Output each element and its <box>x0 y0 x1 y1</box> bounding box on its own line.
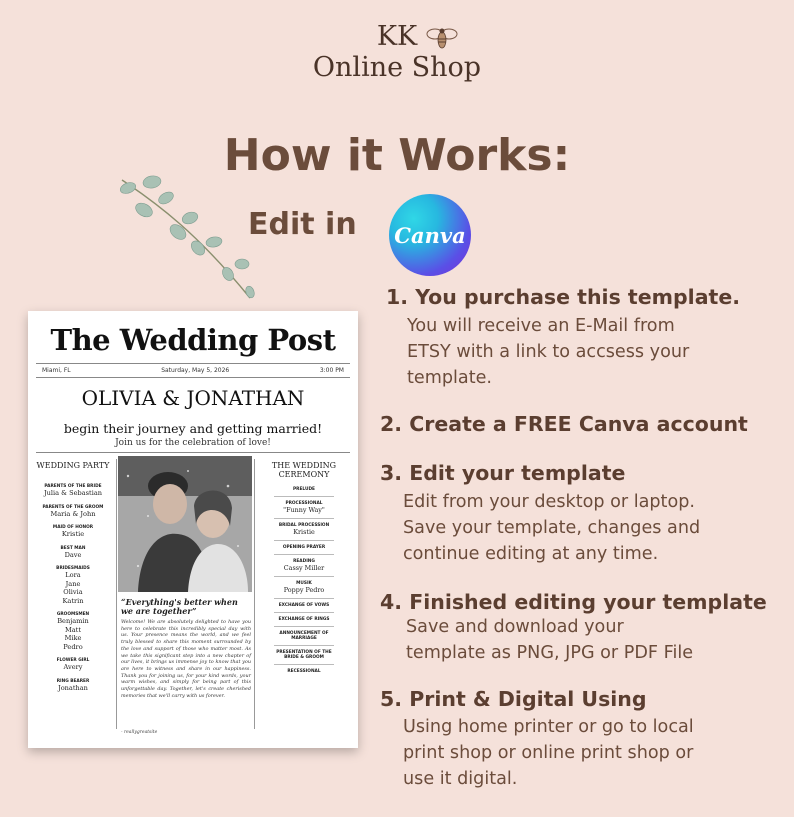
couple-names: OLIVIA & JONATHAN <box>81 386 305 410</box>
step-5-title: 5. Print & Digital Using <box>380 687 647 711</box>
welcome-message: Welcome! We are absolutely delighted to have you here to celebrate this incredibly special day with us. Your presence means the world, and we feel truly blessed to share this moment surrounded by the love and support of those who matter most. As we take this significant step into a new chapter of our lives, it brings us immense joy to know that you are here to witness and share in our happiness. Thank you for joining us, for your kind words, your warm wishes, and simply for being part of this unforgettable day. Together, let's create cherished memories that we'll carry with us forever. <box>121 619 251 699</box>
brand-name-line2: Online Shop <box>312 52 482 83</box>
step-3-body <box>403 489 700 567</box>
step-1-body <box>407 313 689 391</box>
party-member-name: Maria & John <box>50 509 96 518</box>
canva-logo <box>389 194 471 276</box>
party-member-name: Matt <box>65 625 81 634</box>
ceremony-item-label: OPENING PRAYER <box>282 545 326 550</box>
bee-icon <box>425 26 459 50</box>
step-5-body <box>403 714 694 792</box>
party-member-name: Katrin <box>62 596 84 605</box>
welcome-signature: - reallygreatsite <box>121 730 158 735</box>
brand-name-line1: KK <box>376 21 418 52</box>
wedding-party-heading: WEDDING PARTY <box>36 461 110 470</box>
step-body-line: print shop or online print shop or <box>403 743 694 763</box>
ceremony-item-detail: Poppy Pedro <box>283 586 325 594</box>
brand-logo <box>0 22 794 84</box>
steps-list <box>0 284 794 804</box>
ceremony-item-label: EXCHANGE OF RINGS <box>278 617 330 622</box>
party-member-name: Avery <box>63 663 83 671</box>
step-2-title: 2. Create a FREE Canva account <box>380 412 748 436</box>
party-member-name: Jane <box>65 579 81 588</box>
step-body-line: Using home printer or go to local <box>403 717 694 737</box>
location: Miami, FL <box>42 367 71 374</box>
party-member-name: Pedro <box>63 642 83 651</box>
ceremony-item-label: RECESSIONAL <box>287 669 321 674</box>
party-member-name: Benjamin <box>57 617 89 625</box>
party-role-label: PARENTS OF THE BRIDE <box>44 484 102 489</box>
page-title: How it Works: <box>223 130 571 181</box>
ceremony-item-label: ANNOUNCEMENT OF MARRIAGE <box>279 631 329 641</box>
party-role-label: RING BEARER <box>56 678 90 684</box>
step-4-title: 4. Finished editing your template <box>380 590 767 614</box>
party-member-name: Lora <box>65 571 81 579</box>
edit-in-label: Edit in <box>248 207 357 242</box>
newspaper-title: The Wedding Post <box>50 323 336 357</box>
event-time: 3:00 PM <box>319 367 344 374</box>
party-member-name: Kristie <box>61 530 85 538</box>
party-role-label: PARENTS OF THE GROOM <box>42 504 104 510</box>
canva-logo-text: Canva <box>394 222 466 248</box>
step-3-title: 3. Edit your template <box>380 461 626 485</box>
party-member-name: Julia & Sebastian <box>44 489 102 497</box>
ceremony-item-detail: Kristie <box>293 528 315 536</box>
step-body-line: continue editing at any time. <box>403 544 659 564</box>
ceremony-item-label: BRIDAL PROCESSION <box>278 523 330 528</box>
step-body-line: You will receive an E-Mail from <box>407 316 675 336</box>
party-role-label: MAID OF HONOR <box>52 525 94 530</box>
party-role-label: BRIDESMAIDS <box>56 566 90 571</box>
ceremony-heading: THE WEDDING CEREMONY <box>271 461 337 479</box>
ceremony-item-detail: "Funny Way" <box>283 506 325 514</box>
step-body-line: ETSY with a link to accsess your <box>407 342 690 362</box>
step-body-line: template as PNG, JPG or PDF File <box>406 643 694 663</box>
ceremony-item-detail: Cassy Miller <box>283 564 325 572</box>
party-member-name: Mike <box>64 634 82 642</box>
party-role-label: GROOMSMEN <box>56 612 90 617</box>
event-date: Saturday, May 5, 2026 <box>161 367 230 374</box>
party-role-label: FLOWER GIRL <box>56 658 90 663</box>
join-subheadline: Join us for the celebration of love! <box>115 438 271 448</box>
step-body-line: Save and download your <box>406 617 624 637</box>
ceremony-item-label: PRELUDE <box>293 487 315 492</box>
step-1-title: 1. You purchase this template. <box>386 285 741 309</box>
ceremony-item-label: PROCESSIONAL <box>285 501 323 506</box>
ceremony-item-label: PRESENTATION OF THE BRIDE & GROOM <box>276 650 332 660</box>
step-body-line: template. <box>407 368 493 388</box>
step-body-line: Edit from your desktop or laptop. <box>403 492 695 512</box>
party-member-name: Dave <box>64 550 82 559</box>
party-role-label: BEST MAN <box>60 545 86 551</box>
step-body-line: use it digital. <box>403 769 518 789</box>
step-4-body <box>406 614 693 666</box>
ceremony-item-label: READING <box>293 559 315 564</box>
quote-headline: “Everything's better when we are together” <box>121 597 238 616</box>
step-body-line: Save your template, changes and <box>403 518 701 538</box>
ceremony-item-label: EXCHANGE OF VOWS <box>278 603 330 608</box>
ceremony-item-label: MUSIK <box>296 581 312 586</box>
party-member-name: Olivia <box>63 588 83 596</box>
journey-headline: begin their journey and getting married! <box>63 421 323 436</box>
party-member-name: Jonathan <box>58 683 88 692</box>
